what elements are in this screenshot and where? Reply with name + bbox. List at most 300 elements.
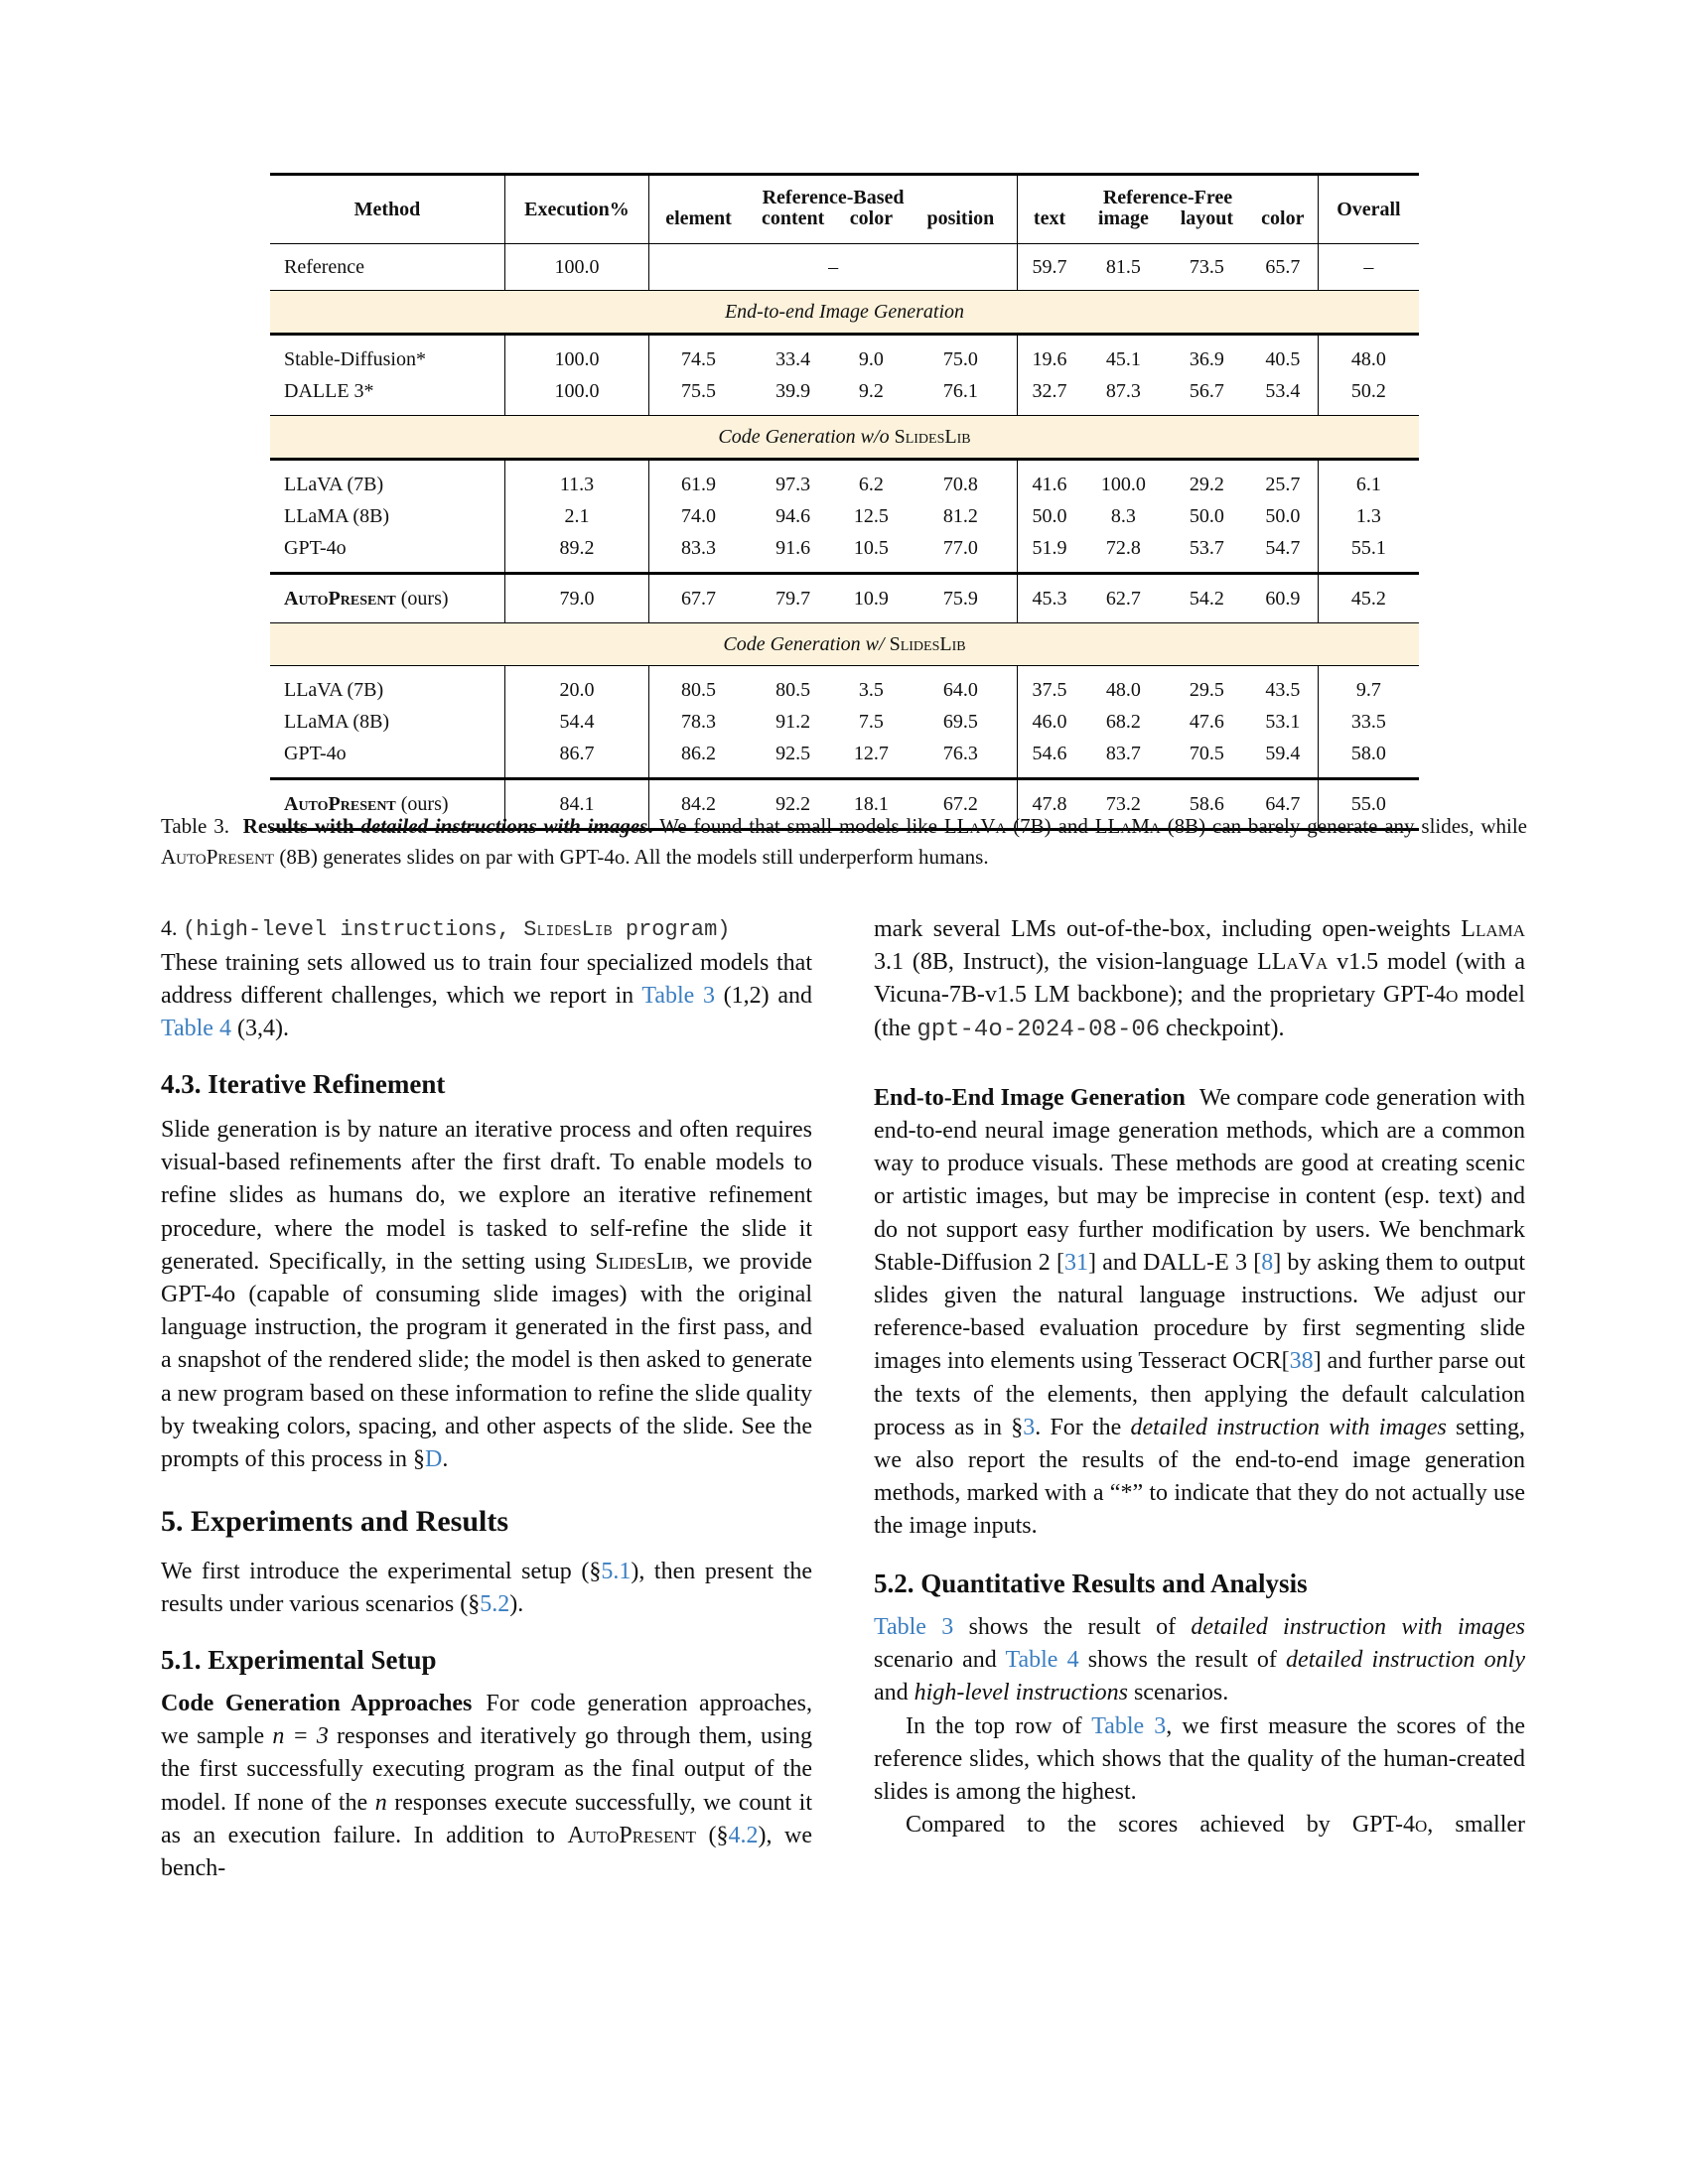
spacer-cell: [270, 282, 504, 291]
paragraph-training-sets: [161, 947, 812, 1046]
spacer-cell: [838, 666, 904, 675]
text: checkpoint).: [1160, 1015, 1285, 1041]
value-cell-dash: –: [649, 252, 1018, 282]
spacer-cell: [504, 769, 648, 779]
text: .: [442, 1446, 449, 1473]
spacer-cell: [838, 460, 904, 470]
math-n: n: [374, 1789, 387, 1816]
text: scenarios.: [1127, 1680, 1229, 1706]
table-row-reference: [270, 252, 1419, 282]
value-cell: 39.9: [775, 380, 811, 402]
spacer-cell: [1081, 666, 1166, 675]
section-title-prefix: Code Generation w/: [723, 633, 890, 655]
spacer-cell: [838, 779, 904, 789]
spacer-cell: [1018, 666, 1081, 675]
spacer-cell: [905, 282, 1018, 291]
spacer-cell: [905, 335, 1018, 344]
value-cell: 43.5: [1248, 674, 1318, 706]
section-header-row: [270, 623, 1419, 666]
spacer-cell: [649, 564, 749, 574]
value-cell: 61.9: [681, 474, 717, 495]
text: shows the result of: [953, 1614, 1192, 1641]
spacer-cell: [838, 769, 904, 779]
runin-heading: End-to-End Image Generation: [874, 1084, 1186, 1111]
value-cell: 29.5: [1189, 679, 1224, 701]
text: (§: [696, 1822, 729, 1848]
spacer-cell: [905, 769, 1018, 779]
method-name: GPT-4o: [270, 532, 504, 564]
spacer-cell: [905, 564, 1018, 574]
spacer-cell: [1081, 769, 1166, 779]
header-overall: Overall: [1318, 175, 1419, 244]
spacer-cell: [270, 614, 504, 623]
value-cell: 10.5: [853, 537, 889, 559]
spacer-cell: [649, 460, 749, 470]
spacer-cell: [504, 614, 648, 623]
value-cell: 81.5: [1105, 256, 1141, 278]
value-cell: 91.2: [775, 711, 811, 733]
value-cell: 50.0: [1248, 500, 1318, 532]
spacer-cell: [1318, 666, 1419, 675]
spacer-cell: [1018, 574, 1081, 584]
spacer-cell: [270, 244, 504, 253]
spacer-cell: [1318, 282, 1419, 291]
spacer-cell: [1166, 779, 1248, 789]
value-cell: 6.1: [1355, 474, 1381, 495]
heading-5: 5. Experiments and Results: [161, 1505, 509, 1539]
spacer-cell: [649, 574, 749, 584]
value-cell: 50.0: [1189, 505, 1224, 527]
link-section-3[interactable]: 3: [1023, 1414, 1036, 1440]
spacer-cell: [504, 282, 648, 291]
spacer-cell: [649, 335, 749, 344]
value-cell: 29.2: [1189, 474, 1224, 495]
spacer-cell: [1081, 282, 1166, 291]
spacer-cell: [1166, 769, 1248, 779]
spacer-cell: [838, 614, 904, 623]
method-name: LLaMA (8B): [270, 706, 504, 738]
value-cell: 9.0: [858, 348, 884, 370]
spacer-cell: [1248, 614, 1318, 623]
text: These training sets allowed us to train four specialized models that address different challenges, which we report in: [161, 950, 812, 1010]
spacer-cell: [1166, 666, 1248, 675]
text: setting, we also report the results of the end-to-end image generation methods, marked with a “*” to indicate that they do not actually use the image inputs.: [874, 1414, 1525, 1540]
value-cell: 89.2: [504, 532, 648, 564]
section-title-prefix: Code Generation w/o: [718, 426, 895, 448]
value-cell: 83.3: [681, 537, 717, 559]
spacer-cell: [748, 666, 838, 675]
table-row: [270, 674, 1419, 706]
spacer-cell: [504, 335, 648, 344]
spacer-cell: [748, 460, 838, 470]
heading-5-1: 5.1. Experimental Setup: [161, 1644, 437, 1675]
value-cell: 45.1: [1105, 348, 1141, 370]
method-name: DALLE 3*: [270, 375, 504, 407]
spacer-cell: [838, 564, 904, 574]
caption-autopresent: AutoPresent: [161, 845, 275, 869]
value-cell: 37.5: [1032, 679, 1067, 701]
subheader-image: image: [1081, 208, 1166, 244]
emphasis: detailed instruction with images: [1130, 1414, 1447, 1440]
text: . For the: [1035, 1414, 1131, 1440]
subheader-position: position: [905, 208, 1018, 244]
spacer-cell: [504, 407, 648, 416]
spacer-cell: [504, 564, 648, 574]
value-cell: 64.0: [905, 674, 1018, 706]
spacer-cell: [1248, 244, 1318, 253]
value-cell: 78.3: [681, 711, 717, 733]
method-name: GPT-4o: [270, 738, 504, 769]
spacer-row: [270, 460, 1419, 470]
text: ), then present the results under various scenarios (§: [161, 1559, 813, 1618]
value-cell: 86.2: [681, 743, 717, 764]
value-cell: 54.2: [1189, 588, 1224, 610]
spacer-cell: [748, 779, 838, 789]
spacer-cell: [1318, 769, 1419, 779]
spacer-cell: [1318, 335, 1419, 344]
spacer-cell: [1081, 574, 1166, 584]
spacer-cell: [649, 769, 749, 779]
spacer-cell: [905, 779, 1018, 789]
subheader-layout: layout: [1166, 208, 1248, 244]
value-cell: 58.6: [1189, 793, 1224, 815]
spacer-cell: [748, 574, 838, 584]
table-row: [270, 343, 1419, 375]
text: and: [874, 1680, 914, 1706]
value-cell: 100.0: [504, 375, 648, 407]
list-code: program): [612, 917, 731, 942]
paragraph-code-generation: [161, 1688, 812, 1885]
value-cell: 2.1: [504, 500, 648, 532]
section-title: End-to-end Image Generation: [270, 291, 1419, 335]
value-cell: 100.0: [504, 252, 648, 282]
value-cell: 73.5: [1189, 256, 1224, 278]
link-section-5-1[interactable]: 5.1: [601, 1559, 632, 1585]
link-table-3[interactable]: Table 3: [1091, 1712, 1167, 1739]
spacer-cell: [905, 460, 1018, 470]
spacer-cell: [1018, 335, 1081, 344]
text: v1.5 model (with a Vicuna-7B-v1.5 LM backbone); and the proprietary GPT-4: [874, 949, 1525, 1009]
paragraph-quantitative: [874, 1611, 1525, 1710]
link-section-5-2[interactable]: 5.2: [480, 1591, 510, 1618]
value-cell: 1.3: [1355, 505, 1381, 527]
text: , smaller: [1427, 1812, 1526, 1839]
text: ).: [509, 1591, 524, 1618]
value-cell: 79.7: [775, 588, 811, 610]
value-cell: 74.5: [681, 348, 717, 370]
value-cell: 69.5: [905, 706, 1018, 738]
value-cell: 53.7: [1189, 537, 1224, 559]
value-cell: 70.5: [1189, 743, 1224, 764]
spacer-cell: [905, 244, 1018, 253]
spacer-cell: [1081, 244, 1166, 253]
text: We first introduce the experimental setup (§: [161, 1559, 602, 1585]
emphasis: detailed instruction only: [1286, 1647, 1525, 1674]
method-name-autopresent: AutoPresent: [284, 793, 396, 815]
subheader-color: color: [838, 208, 904, 244]
value-cell: 81.2: [905, 500, 1018, 532]
table-caption: [161, 811, 1527, 873]
link-section-d[interactable]: D: [424, 1446, 443, 1473]
value-cell: 75.5: [681, 380, 717, 402]
spacer-cell: [1248, 460, 1318, 470]
caption-llama: LLaMa: [1094, 814, 1161, 838]
spacer-cell: [838, 244, 904, 253]
value-cell: 76.1: [905, 375, 1018, 407]
spacer-cell: [1318, 244, 1419, 253]
spacer-cell: [1018, 407, 1081, 416]
value-cell: 51.9: [1032, 537, 1067, 559]
caption-text: (8B) generates slides on par with GPT-4o. All the models still underperform humans.: [274, 845, 989, 869]
value-cell: 54.6: [1032, 743, 1067, 764]
value-cell: 9.7: [1355, 679, 1381, 701]
text: (1,2) and: [715, 983, 812, 1010]
text: responses execute successfully, we count it as an execution failure. In addition to: [161, 1789, 812, 1848]
model-checkpoint-code: gpt-4o-2024-08-06: [916, 1016, 1161, 1043]
text: Slide generation is by nature an iterative process and often requires visual-based refinements after the first draft. To enable models to refine slides as humans do, we explore an iterative refinement procedure, where the model is tasked to self-refine the slide it generated. Specifically, in the setting using: [161, 1117, 812, 1275]
spacer-row: [270, 282, 1419, 291]
value-cell: 9.2: [858, 380, 884, 402]
value-cell: 62.7: [1105, 588, 1141, 610]
table-row: [270, 469, 1419, 500]
value-cell: 84.1: [504, 788, 648, 820]
value-cell: 47.8: [1032, 793, 1067, 815]
caption-bold-lead: Results with: [242, 814, 361, 838]
value-cell: 46.0: [1032, 711, 1067, 733]
value-cell: 7.5: [858, 711, 884, 733]
spacer-cell: [1248, 407, 1318, 416]
link-table-3[interactable]: Table 3: [874, 1614, 954, 1641]
value-cell: 79.0: [504, 583, 648, 614]
list-code-slideslib: SlidesLib: [523, 917, 613, 942]
method-name-autopresent: AutoPresent: [284, 588, 396, 610]
text: model (the: [874, 982, 1525, 1041]
spacer-cell: [838, 335, 904, 344]
table-row: [270, 532, 1419, 564]
spacer-cell: [1318, 407, 1419, 416]
method-name: Stable-Diffusion*: [270, 343, 504, 375]
spacer-cell: [905, 574, 1018, 584]
value-cell: 80.5: [681, 679, 717, 701]
value-cell: 76.3: [905, 738, 1018, 769]
paragraph-top-row: [874, 1710, 1525, 1810]
text: ] by asking them to output slides given the natural language instructions. We adjust our reference-based evaluation procedure by first segmenting slide images into elements using Tesseract OCR[: [874, 1249, 1525, 1375]
value-cell: 72.8: [1105, 537, 1141, 559]
value-cell: 45.3: [1032, 588, 1067, 610]
spacer-cell: [1318, 779, 1419, 789]
value-cell: 55.0: [1350, 793, 1386, 815]
citation-8[interactable]: 8: [1261, 1249, 1274, 1276]
spacer-cell: [748, 244, 838, 253]
value-cell: 97.3: [775, 474, 811, 495]
value-cell: 50.2: [1350, 380, 1386, 402]
text: (3,4).: [230, 1016, 289, 1042]
spacer-cell: [1318, 460, 1419, 470]
value-cell: 100.0: [1100, 474, 1146, 495]
paragraph-compared: [874, 1809, 1525, 1842]
spacer-cell: [1166, 564, 1248, 574]
text-o: o: [1414, 1812, 1428, 1839]
value-cell: 48.0: [1350, 348, 1386, 370]
spacer-cell: [838, 574, 904, 584]
value-cell: 55.1: [1350, 537, 1386, 559]
value-cell: 67.7: [681, 588, 717, 610]
spacer-cell: [270, 769, 504, 779]
spacer-cell: [1248, 564, 1318, 574]
method-name: LLaVA (7B): [270, 469, 504, 500]
value-cell: 80.5: [775, 679, 811, 701]
spacer-cell: [1018, 564, 1081, 574]
text: shows the result of: [1078, 1647, 1287, 1674]
spacer-row: [270, 574, 1419, 584]
spacer-cell: [1018, 779, 1081, 789]
spacer-cell: [905, 407, 1018, 416]
value-cell: 73.2: [1105, 793, 1141, 815]
link-section-4-2[interactable]: 4.2: [728, 1822, 759, 1848]
caption-llava: LLaVa: [943, 814, 1007, 838]
method-suffix: (ours): [395, 793, 449, 815]
spacer-cell: [1248, 779, 1318, 789]
spacer-cell: [1166, 335, 1248, 344]
text: ] and DALL-E 3 [: [1088, 1249, 1262, 1276]
text: We compare code generation with end-to-end neural image generation methods, which are a common way to produce visuals. These methods are good at creating scenic or artistic images, but may be imprecise in content (esp. text) and do not support easy further modification by users. We benchmark Stable-Diffusion 2 [: [874, 1084, 1525, 1276]
emphasis: detailed instruction with images: [1191, 1614, 1525, 1641]
value-cell: 3.5: [858, 679, 884, 701]
value-cell: 47.6: [1189, 711, 1224, 733]
heading-5-2: 5.2. Quantitative Results and Analysis: [874, 1568, 1308, 1598]
spacer-cell: [1318, 574, 1419, 584]
runin-heading: Code Generation Approaches: [161, 1691, 473, 1717]
spacer-cell: [1081, 564, 1166, 574]
spacer-cell: [838, 282, 904, 291]
spacer-cell: [1166, 460, 1248, 470]
spacer-cell: [1166, 407, 1248, 416]
value-cell: 64.7: [1248, 788, 1318, 820]
spacer-cell: [748, 564, 838, 574]
spacer-cell: [1318, 614, 1419, 623]
spacer-cell: [270, 335, 504, 344]
text: 3.1 (8B, Instruct), the vision-language: [874, 949, 1258, 976]
section-title-slideslib: SlidesLib: [889, 633, 966, 655]
spacer-cell: [905, 666, 1018, 675]
spacer-cell: [1318, 564, 1419, 574]
slideslib: SlidesLib: [595, 1248, 688, 1275]
value-cell: 83.7: [1105, 743, 1141, 764]
spacer-cell: [838, 407, 904, 416]
section-header-row: [270, 291, 1419, 335]
value-cell: 94.6: [775, 505, 811, 527]
link-table-3[interactable]: Table 3: [641, 983, 715, 1010]
spacer-cell: [1248, 574, 1318, 584]
spacer-cell: [748, 335, 838, 344]
spacer-cell: [748, 282, 838, 291]
header-reference-based: Reference-Based: [649, 175, 1018, 208]
value-cell: 91.6: [775, 537, 811, 559]
link-table-4[interactable]: Table 4: [161, 1016, 231, 1042]
list-item-4: [161, 913, 812, 945]
caption-bold-italic: detailed instructions with images: [360, 814, 648, 838]
spacer-cell: [270, 460, 504, 470]
value-cell: 6.2: [858, 474, 884, 495]
citation-38[interactable]: 38: [1289, 1348, 1314, 1375]
value-cell: 84.2: [681, 793, 717, 815]
spacer-cell: [649, 614, 749, 623]
value-cell: 18.1: [853, 793, 889, 815]
value-cell-dash: –: [1363, 256, 1374, 278]
value-cell: 92.5: [775, 743, 811, 764]
table-row: [270, 738, 1419, 769]
spacer-cell: [504, 666, 648, 675]
spacer-cell: [1248, 769, 1318, 779]
value-cell: 45.2: [1350, 588, 1386, 610]
spacer-cell: [504, 244, 648, 253]
value-cell: 8.3: [1110, 505, 1136, 527]
spacer-cell: [1081, 407, 1166, 416]
header-method: Method: [270, 175, 504, 244]
method-name: LLaMA (8B): [270, 500, 504, 532]
results-table: [270, 173, 1419, 831]
text: , we provide GPT-4o (capable of consuming slide images) with the original language instruction, the program it generated in the first pass, and a snapshot of the rendered slide; the model is then asked to generate a new program based on these information to refine the slide quality by tweaking colors, spacing, and other aspects of the slide. See the prompts of this process in §: [161, 1248, 813, 1473]
spacer-cell: [1018, 769, 1081, 779]
value-cell: 33.5: [1350, 711, 1386, 733]
text: In the top row of: [906, 1712, 1092, 1739]
spacer-row: [270, 779, 1419, 789]
list-code: (high-level instructions,: [183, 917, 524, 942]
spacer-cell: [1166, 282, 1248, 291]
spacer-cell: [1018, 614, 1081, 623]
caption-text: (8B) can barely generate any slides, while: [1160, 814, 1527, 838]
value-cell: 54.4: [504, 706, 648, 738]
spacer-cell: [649, 282, 749, 291]
value-cell: 48.0: [1105, 679, 1141, 701]
spacer-cell: [649, 407, 749, 416]
spacer-cell: [1081, 614, 1166, 623]
llama: Llama: [1461, 916, 1525, 942]
math-n-equals-3: n = 3: [272, 1723, 329, 1750]
spacer-row: [270, 666, 1419, 675]
section-title: [270, 623, 1419, 666]
table-row: [270, 500, 1419, 532]
value-cell: 67.2: [905, 788, 1018, 820]
link-table-4[interactable]: Table 4: [1005, 1647, 1079, 1674]
text: For code generation approaches, we sample: [161, 1691, 812, 1750]
spacer-row: [270, 335, 1419, 344]
citation-31[interactable]: 31: [1064, 1249, 1088, 1276]
spacer-cell: [1081, 460, 1166, 470]
spacer-cell: [748, 614, 838, 623]
spacer-cell: [649, 244, 749, 253]
autopresent: AutoPresent: [567, 1822, 696, 1848]
value-cell: 40.5: [1248, 343, 1318, 375]
value-cell: 25.7: [1248, 469, 1318, 500]
spacer-row: [270, 769, 1419, 779]
value-cell: 65.7: [1248, 252, 1318, 282]
value-cell: 12.5: [853, 505, 889, 527]
spacer-cell: [748, 407, 838, 416]
spacer-cell: [1081, 779, 1166, 789]
spacer-cell: [504, 779, 648, 789]
value-cell: 74.0: [681, 505, 717, 527]
spacer-cell: [1018, 244, 1081, 253]
spacer-row: [270, 407, 1419, 416]
value-cell: 36.9: [1189, 348, 1224, 370]
value-cell: 53.1: [1248, 706, 1318, 738]
spacer-cell: [649, 666, 749, 675]
value-cell: 68.2: [1105, 711, 1141, 733]
method-suffix: (ours): [395, 588, 449, 610]
value-cell: 19.6: [1032, 348, 1067, 370]
header-execution: Execution%: [504, 175, 648, 244]
